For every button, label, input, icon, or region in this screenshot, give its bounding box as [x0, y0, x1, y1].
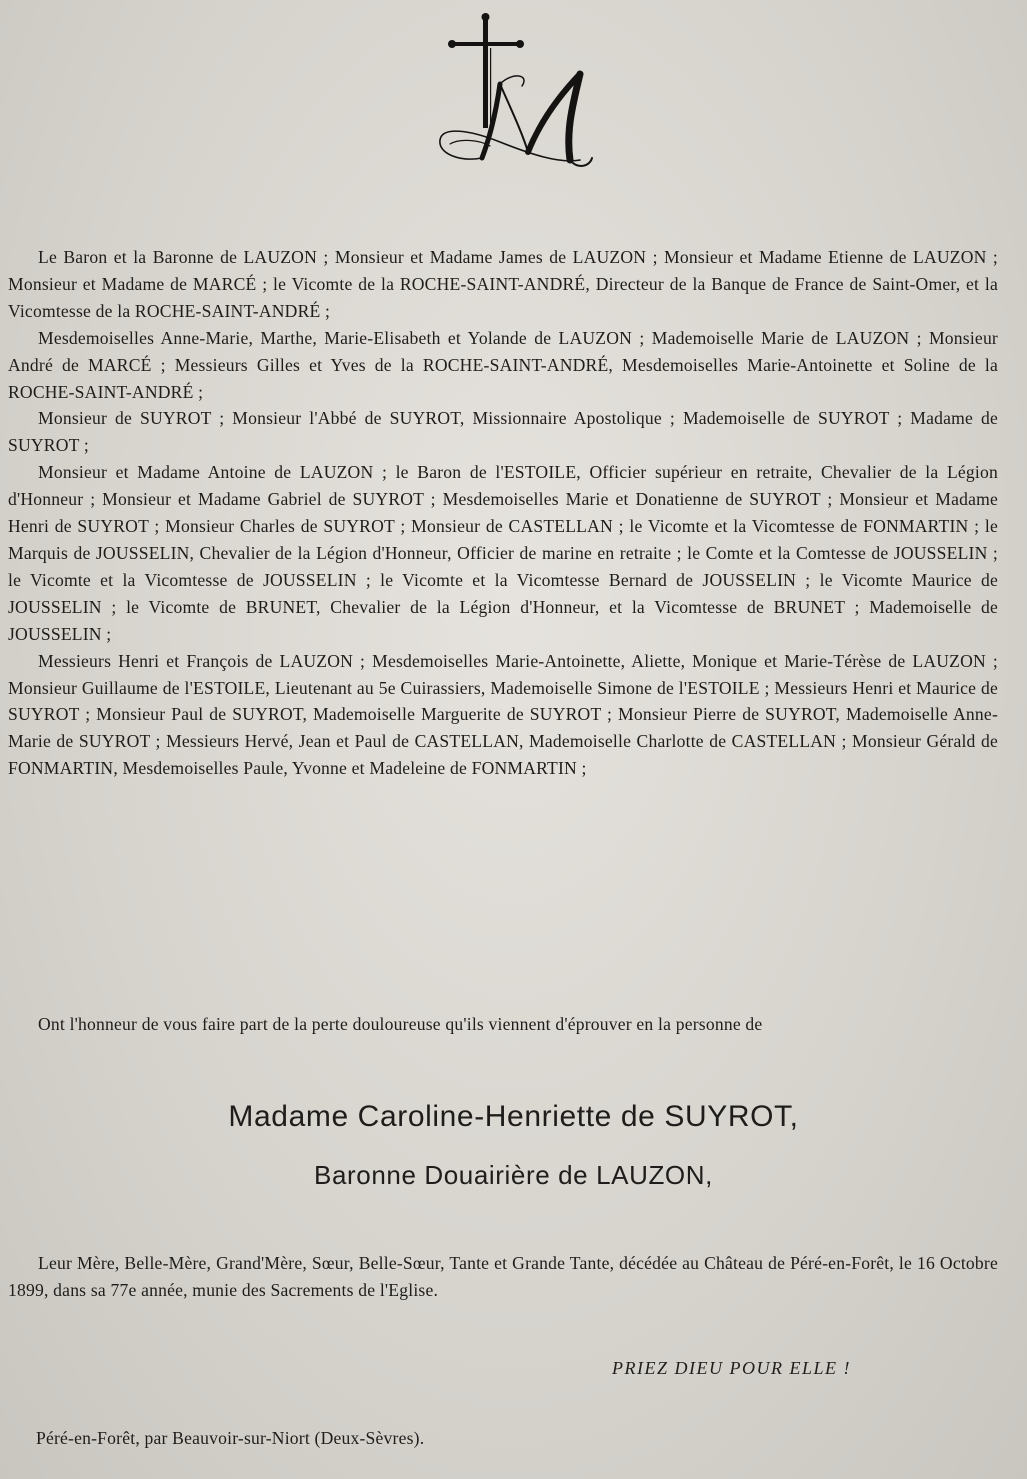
address-line: Péré-en-Forêt, par Beauvoir-sur-Niort (Deux-Sèvres). — [36, 1428, 425, 1448]
family-paragraph: Monsieur de SUYROT ; Monsieur l'Abbé de SUYROT, Missionnaire Apostolique ; Mademoiselle de SUYROT ; Madame de SUYROT ; — [8, 408, 998, 456]
family-list — [8, 244, 998, 782]
prayer-line: PRIEZ DIEU POUR ELLE ! — [612, 1358, 851, 1378]
death-details: Leur Mère, Belle-Mère, Grand'Mère, Sœur, Belle-Sœur, Tante et Grande Tante, décédée au Château de Péré-en-Forêt, le 16 Octobre 1899, dans sa 77e année, munie des Sacrements de l'Eglise. — [8, 1253, 998, 1300]
family-paragraph: Messieurs Henri et François de LAUZON ; Mesdemoiselles Marie-Antoinette, Aliette, Monique et Marie-Térèse de LAUZON ; Monsieur Guillaume de l'ESTOILE, Lieutenant au 5e Cuirassiers, Mademoiselle Simone de l'ESTOILE ; Messieurs Henri et Maurice de SUYROT ; Monsieur Paul de SUYROT, Mademoiselle Marguerite de SUYROT ; Monsieur Pierre de SUYROT, Mademoiselle Anne-Marie de SUYROT ; Messieurs Hervé, Jean et Paul de CASTELLAN, Mademoiselle Charlotte de CASTELLAN ; Monsieur Gérald de FONMARTIN, Mesdemoiselles Paule, Yvonne et Madeleine de FONMARTIN ; — [8, 650, 998, 779]
family-paragraph: Le Baron et la Baronne de LAUZON ; Monsieur et Madame James de LAUZON ; Monsieur et Madame Etienne de LAUZON ; Monsieur et Madame de MARCÉ ; le Vicomte de la ROCHE-SAINT-ANDRÉ, Directeur de la Banque de France de Saint-Omer, et la Vicomtesse de la ROCHE-SAINT-ANDRÉ ; — [8, 247, 998, 321]
family-paragraph: Mesdemoiselles Anne-Marie, Marthe, Marie-Elisabeth et Yolande de LAUZON ; Mademoiselle Marie de LAUZON ; Monsieur André de MARCÉ ; Messieurs Gilles et Yves de la ROCHE-SAINT-ANDRÉ, Mesdemoiselles Marie-Antoinette et Soline de la ROCHE-SAINT-ANDRÉ ; — [8, 327, 998, 402]
deceased-title: Baronne Douairière de LAUZON, — [314, 1160, 713, 1190]
cross-and-letter-m-monogram-icon — [430, 12, 600, 172]
announcement-text: Ont l'honneur de vous faire part de la perte douloureuse qu'ils viennent d'éprouver en la personne de — [38, 1014, 763, 1034]
family-paragraph: Monsieur et Madame Antoine de LAUZON ; le Baron de l'ESTOILE, Officier supérieur en retraite, Chevalier de la Légion d'Honneur ; Monsieur et Madame Gabriel de SUYROT ; Mesdemoiselles Marie et Donatienne de SUYROT ; Monsieur et Madame Henri de SUYROT ; Monsieur Charles de SUYROT ; Monsieur de CASTELLAN ; le Vicomte et la Vicomtesse de FONMARTIN ; le Marquis de JOUSSELIN, Chevalier de la Légion d'Honneur, Officier de marine en retraite ; le Comte et la Comtesse de JOUSSELIN ; le Vicomte et la Vicomtesse de JOUSSELIN ; le Vicomte et la Vicomtesse Bernard de JOUSSELIN ; le Vicomte Maurice de JOUSSELIN ; le Vicomte de BRUNET, Chevalier de la Légion d'Honneur, et la Vicomtesse de BRUNET ; Mademoiselle de JOUSSELIN ; — [8, 462, 998, 644]
deceased-name: Madame Caroline-Henriette de SUYROT, — [228, 1100, 799, 1133]
